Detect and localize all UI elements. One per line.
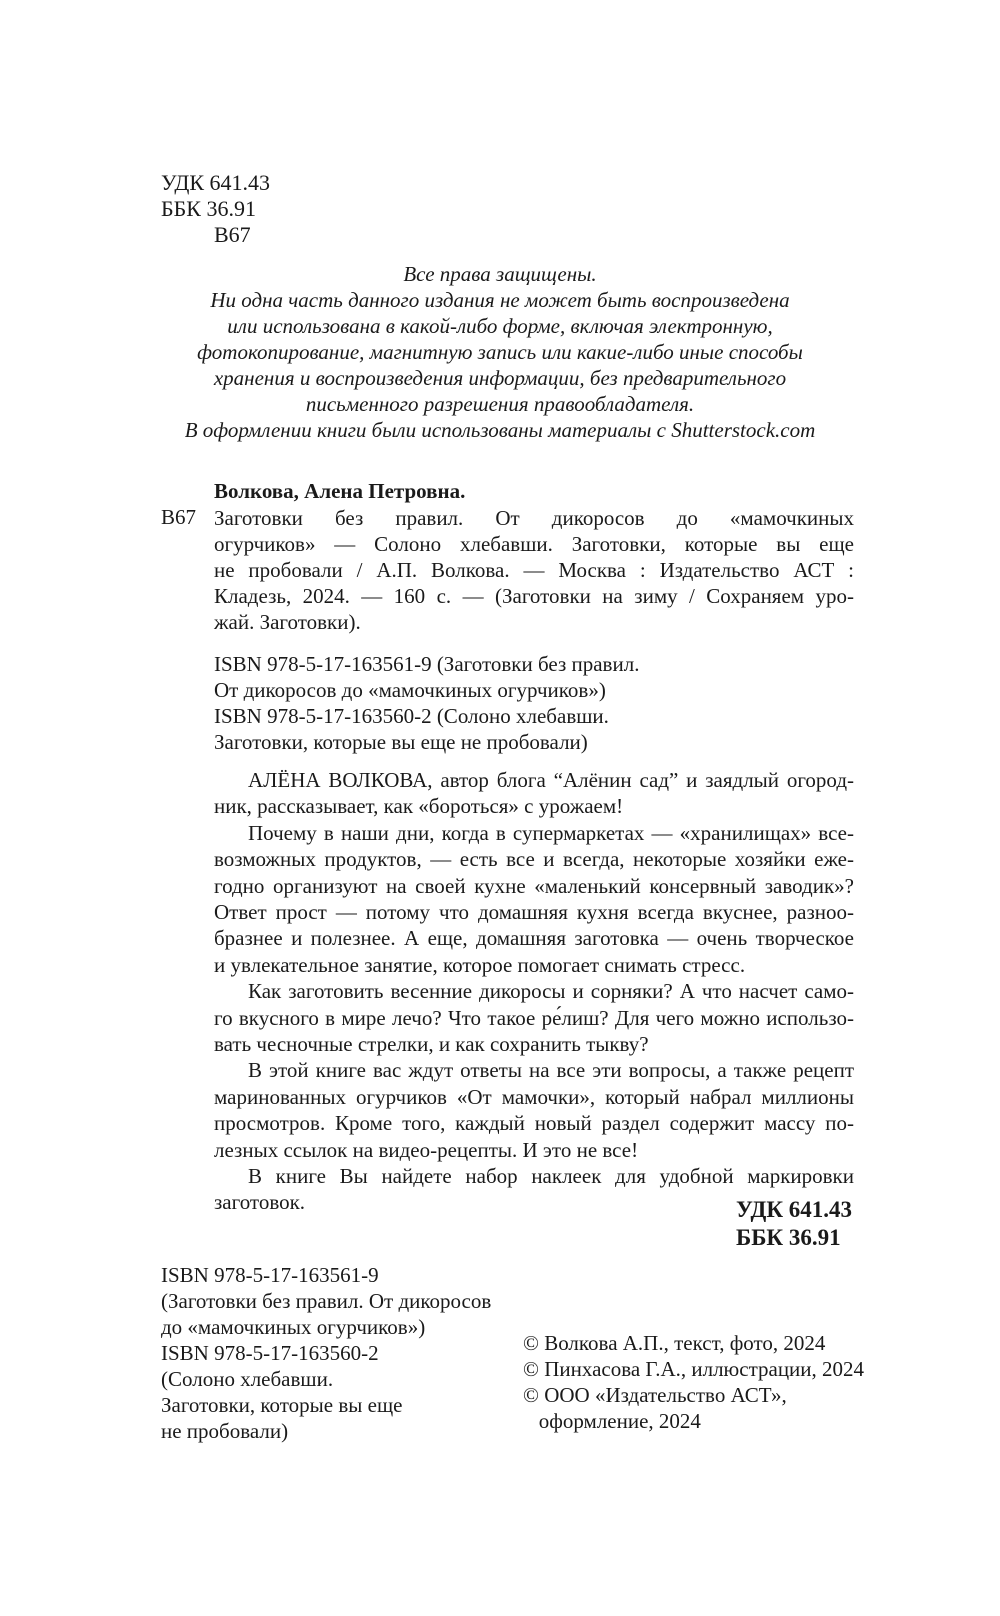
rights-line: хранения и воспроизведения информации, без предварительного bbox=[213, 366, 787, 390]
copyright-line: © Волкова А.П., текст, фото, 2024 bbox=[523, 1331, 826, 1355]
annotation-line: просмотров. Кроме того, каждый новый раздел содержит массу по- bbox=[214, 1111, 854, 1135]
isbn-left-line: не пробовали) bbox=[161, 1419, 289, 1443]
annotation-line: и увлекательное занятие, которое помогает снимать стресс. bbox=[214, 953, 746, 977]
isbn-left-line: до «мамочкиных огурчиков») bbox=[161, 1315, 426, 1339]
rights-line: или использована в какой-либо форме, включая электронную, bbox=[227, 314, 773, 338]
annotation-line: вать чесночные стрелки, и как сохранить тыкву? bbox=[214, 1032, 649, 1056]
udk-code-bold: УДК 641.43 bbox=[736, 1197, 853, 1222]
isbn-left-line: Заготовки, которые вы еще bbox=[161, 1393, 403, 1417]
isbn-left-line: (Заготовки без правил. От дикоросов bbox=[161, 1289, 492, 1313]
isbn-line: От дикоросов до «мамочкиных огурчиков») bbox=[214, 678, 606, 702]
annotation-line: В этой книге вас ждут ответы на все эти вопросы, а также рецепт bbox=[248, 1058, 854, 1082]
bib-line: огурчиков» — Солоно хлебавши. Заготовки, которые вы еще bbox=[214, 532, 854, 556]
annotation-line: ник, рассказывает, как «бороться» с урожаем! bbox=[214, 794, 624, 818]
copyright-line: © Пинхасова Г.А., иллюстрации, 2024 bbox=[523, 1357, 865, 1381]
annotation-line: В книге Вы найдете набор наклеек для удобной маркировки заготовок. bbox=[214, 1164, 854, 1214]
copyright-line: © ООО «Издательство АСТ», bbox=[523, 1383, 787, 1407]
bib-line: Кладезь, 2024. — 160 с. — (Заготовки на зиму / Сохраняем уро- bbox=[214, 584, 854, 608]
annotation-line: АЛЁНА ВОЛКОВА, автор блога “Алёнин сад” и заядлый огород- bbox=[248, 768, 854, 792]
rights-line: Все права защищены. bbox=[403, 262, 597, 286]
bbk-code: ББК 36.91 bbox=[161, 196, 256, 221]
isbn-left-line: ISBN 978-5-17-163560-2 bbox=[161, 1341, 379, 1365]
bib-line: не пробовали / А.П. Волкова. — Москва : Издательство АСТ : bbox=[214, 558, 854, 582]
annotation-line: го вкусного в мире лечо? Что такое ре́лиш? Для чего можно использо- bbox=[214, 1006, 854, 1030]
rights-line: Ни одна часть данного издания не может быть воспроизведена bbox=[210, 288, 790, 312]
isbn-line: ISBN 978-5-17-163561-9 (Заготовки без правил. bbox=[214, 652, 640, 676]
rights-line: письменного разрешения правообладателя. bbox=[305, 392, 695, 416]
annotation-line: бразнее и полезнее. А еще, домашняя заготовка — очень творческое bbox=[214, 926, 854, 950]
author-heading: Волкова, Алена Петровна. bbox=[214, 479, 466, 503]
isbn-left-line: (Солоно хлебавши. bbox=[161, 1367, 334, 1391]
bbk-code-bold: ББК 36.91 bbox=[736, 1225, 841, 1250]
bib-line: Заготовки без правил. От дикоросов до «мамочкиных bbox=[214, 506, 854, 530]
annotation-line: Как заготовить весенние дикоросы и сорняки? А что насчет само- bbox=[248, 979, 854, 1003]
bib-line: жай. Заготовки). bbox=[214, 610, 361, 634]
annotation-line: Почему в наши дни, когда в супермаркетах — «хранилищах» все- bbox=[248, 821, 854, 845]
isbn-left-line: ISBN 978-5-17-163561-9 bbox=[161, 1263, 379, 1287]
annotation-line: Ответ прост — потому что домашняя кухня всегда вкуснее, разноо- bbox=[214, 900, 854, 924]
author-mark: В67 bbox=[161, 505, 197, 529]
annotation-line: лезных ссылок на видео-рецепты. И это не все! bbox=[214, 1138, 639, 1162]
annotation-line: возможных продуктов, — есть все и всегда, некоторые хозяйки еже- bbox=[214, 847, 854, 871]
annotation-line: годно организуют на своей кухне «маленький консервный заводик»? bbox=[214, 874, 854, 898]
author-mark: В67 bbox=[214, 222, 251, 247]
rights-line: В оформлении книги были использованы материалы с Shutterstock.com bbox=[184, 418, 816, 442]
rights-line: фотокопирование, магнитную запись или какие-либо иные способы bbox=[197, 340, 803, 364]
copyright-line: оформление, 2024 bbox=[523, 1409, 701, 1433]
isbn-line: ISBN 978-5-17-163560-2 (Солоно хлебавши. bbox=[214, 704, 609, 728]
annotation-line: маринованных огурчиков «От мамочки», который набрал миллионы bbox=[214, 1085, 854, 1109]
udk-code: УДК 641.43 bbox=[161, 170, 271, 195]
isbn-line: Заготовки, которые вы еще не пробовали) bbox=[214, 730, 588, 754]
